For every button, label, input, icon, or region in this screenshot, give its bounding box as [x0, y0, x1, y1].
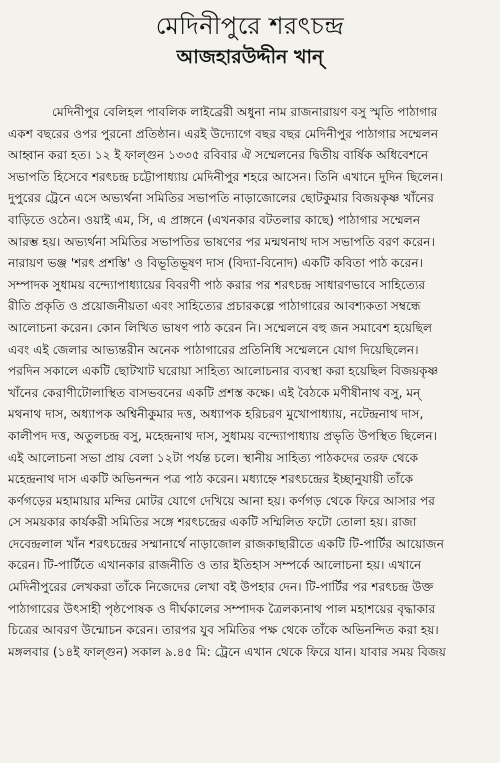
body-line: সভাপতি হিসেবে শরৎচন্দ্র চট্টোপাধ্যায় মেদিনীপুর শহরে আসেন। তিনি এখানে দুদিন ছিলেন। [8, 169, 444, 184]
body-line: মহেন্দ্রনাথ দাস একটি অভিনন্দন পত্র পাঠ করেন। মধ্যাহ্নে শরৎচন্দ্রের ইচ্ছানুযায়ী তাঁকে [8, 472, 414, 487]
article-body [8, 102, 492, 663]
body-line: এই আলোচনা সভা প্রায় বেলা ১২টা পর্যন্ত চলে। স্থানীয় সাহিত্য পাঠকদের তরফ থেকে [8, 450, 419, 465]
article-author: আজহারউদ্দীন খান্‌ [176, 46, 324, 68]
body-line: এবং এই জেলার আভ্যন্তরীন অনেক পাঠাগারের প্রতিনিধি সম্মেলনে যোগ দিয়েছিলেন। [8, 342, 419, 357]
body-line: রীতি প্রকৃতি ও প্রয়োজনীয়তা এবং সাহিত্যের প্রচারকল্পে পাঠাগারের আবশ্যকতা সম্বন্ধে [8, 299, 421, 314]
body-line: আহ্বান করা হত। ১২ ই ফাল্গুন ১৩৩৫ রবিবার ঐ সম্মেলনের দ্বিতীয় বার্ষিক অধিবেশনে [8, 148, 429, 163]
body-line: মেদিনীপুর বেলিহল পাবলিক লাইব্রেরী অধুনা নাম রাজনারায়ণ বসু স্মৃতি পাঠাগার [52, 105, 438, 119]
body-line: নারায়ণ ভঞ্জ 'শরৎ প্রশস্তি' ও বিভূতিভূষণ দাস (বিদ্যা-বিনোদ) একটি কবিতা পাঠ করেন। [8, 256, 424, 271]
body-line: সম্পাদক সুধাময় বন্দ্যোপাধ্যায়ের বিবরণী পাঠ করার পর শরৎচন্দ্র সাধারণভাবে সাহিত্যের [8, 277, 426, 292]
body-line: কর্ণগড়ের মহামায়ার মন্দির মোটর যোগে দেখিয়ে আনা হয়। কর্ণগড় থেকে ফিরে আসার পর [8, 493, 436, 508]
body-line: আলোচনা করেন। কোন লিখিত ভাষণ পাঠ করেন নি। সম্মেলনে বহু জন সমাবেশ হয়েছিল [8, 320, 433, 335]
body-line: মথনাথ দাস, অধ্যাপক অশ্বিনীকুমার দত্ত, অধ্যাপক হরিচরণ মুখোপাধ্যায়, নটেন্দ্রনাথ দাস, [8, 407, 424, 422]
body-line: কালীপদ দত্ত, অতুলচন্দ্র বসু, মহেন্দ্রনাথ দাস, সুধাময় বন্দ্যোপাধ্যায় প্রভৃতি উপস্থিত ছিলেন। [8, 428, 437, 443]
body-line: পাঠাগারের উৎসাহী পৃষ্ঠপোষক ও দীর্ঘকালের সম্পাদক ত্রৈলক্যনাথ পাল মহাশয়ের বৃদ্ধাকার [8, 601, 436, 616]
article-title: মেদিনীপুরে শরৎচন্দ্র [155, 12, 345, 40]
body-line: দেবেন্দ্রলাল খাঁন শরৎচন্দ্রের সম্মানার্থে নাড়াজোল রাজকাছারীতে একটি টি-পার্টির আয়োজন [8, 536, 444, 551]
body-line: আরম্ভ হয়। অভ্যর্থনা সমিতির সভাপতির ভাষণের পর মন্মথনাথ দাস সভাপতি বরণ করেন। [8, 234, 435, 249]
body-line: একশ বছরের ওপর পুরনো প্রতিষ্ঠান। এরই উদ্যোগে বছর বছর মেদিনীপুর পাঠাগার সম্মেলন [8, 126, 439, 141]
body-line: করেন। টি-পার্টিতে এখানকার রাজনীতি ও তার ইতিহাস সম্পর্কে আলোচনা হয়। এখানে [8, 558, 422, 573]
body-line: চিত্রের আবরণ উন্মোচন করেন। তারপর যুব সমিতির পক্ষ থেকে তাঁকে অভিনন্দিত করা হয়। [8, 623, 439, 638]
body-line: বাড়িতে ওঠেন। ওয়াই এম, সি, এ প্রাঙ্গনে (এখনকার বটতলার কাছে) পাঠাগার সম্মেলন [8, 212, 421, 227]
body-line: পরদিন সকালে একটি ছোটখাট ঘরোয়া সাহিত্য আলোচনার ব্যবস্থা করা হয়েছিল বিজয়কৃষ্ণ [8, 364, 439, 379]
body-line: সে সময়কার কার্যকরী সমিতির সঙ্গে শরৎচন্দ্রের একটি সম্মিলিত ফটো তোলা হয়। রাজা [8, 515, 417, 530]
body-line: খাঁনের কেরাণীটোলাস্থিত বাসভবনের একটি প্রশস্ত কক্ষে। এই বৈঠকে মণীষীনাথ বসু, মন্ [8, 385, 421, 400]
body-line: মঙ্গলবার (১৪ই ফাল্গুন) সকাল ৯.৪৫ মি: ট্রেনে এখান থেকে ফিরে যান। যাবার সময় বিজয় [8, 644, 446, 659]
body-line: মেদিনীপুরের লেখকরা তাঁকে নিজেদের লেখা বই উপহার দেন। টি-পার্টির পর শরৎচন্দ্র উক্ত [8, 580, 434, 595]
body-line: দুপুরের ট্রেনে এসে অভ্যর্থনা সমিতির সভাপতি নাড়াজোলের ছোটকুমার বিজয়কৃষ্ণ খাঁনের [8, 191, 434, 206]
